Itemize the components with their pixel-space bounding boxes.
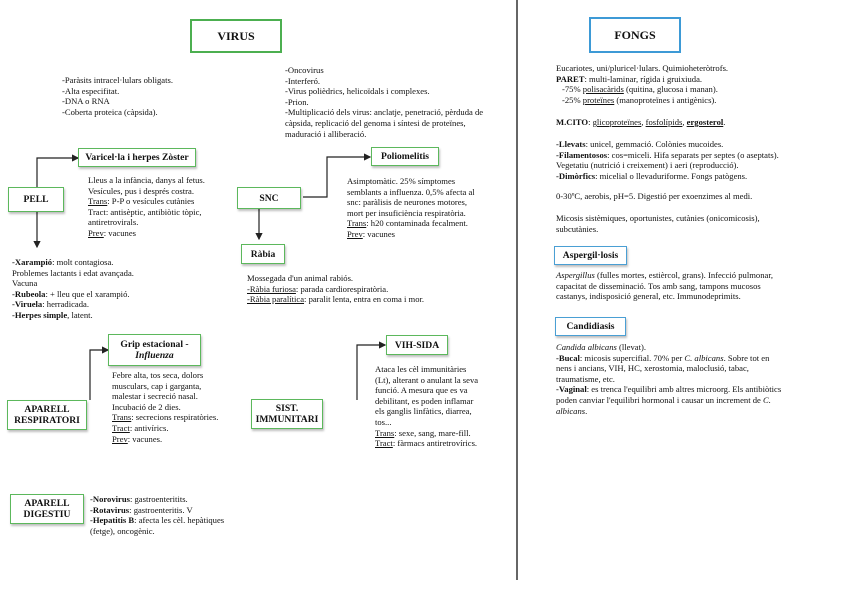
virus-properties: -Oncovirus -Interferó. -Virus polièdrics, helicoïdals i complexes. -Prion. -Multiplicació dels virus: anclatje, penetració, pèrduda de càpsida, replicació del genoma i síntesi de proteïnes, maduració i alliberació. (285, 65, 484, 139)
grip-box: Grip estacional - Influenza (108, 334, 201, 366)
rabia-text: Mossegada d'un animal rabiós. -Ràbia furiosa: parada cardiorespiratòria. -Ràbia paralítica: paralit lenta, entra en coma i mor. (247, 273, 425, 305)
respiratori-box: APARELL RESPIRATORI (7, 400, 87, 430)
virus-intro: -Paràsits intracel·lulars obligats. -Alta especifitat. -DNA o RNA -Coberta proteica (càpsida). (62, 75, 173, 117)
digestiu-box: APARELL DIGESTIU (10, 494, 84, 524)
immunitari-box: SIST. IMMUNITARI (251, 399, 323, 429)
fongs-general: Eucariotes, uni/pluricel·lulars. Quimioheteròtrofs. PARET: multi-laminar, rígida i gruixiuda. -75% polisacàrids (quitina, glucosa i manan). -25% proteïnes (manoproteïnes i antigènics). (556, 63, 729, 105)
digestiu-text: -Norovirus: gastroenteritits. -Rotavirus: gastroenteritis. V -Hepatitis B: afecta les cèl. hepàtiques (fetge), oncogènic. (90, 494, 225, 536)
fongs-temp: 0-30ºC, aerobis, pH=5. Digestió per exoenzimes al medi. (556, 191, 753, 201)
polio-text: Asimptomàtic. 25% símptomes semblants a influenza. 0,5% afecta al snc: paràlisis de neurones motores, mort per insuficiència respiratòria. Trans: h20 contaminada fecalment. Prev: vacunes (347, 176, 475, 239)
grip-text: Febre alta, tos seca, dolors musculars, cap i garganta, malestar i secreció nasal. Incubació de 2 dies. Trans: secrecions respiratòries. Tract: antivírics. Prev: vacunes. (112, 370, 219, 444)
fongs-micosis: Micosis sistèmiques, oportunistes, cutànies (onicomicosis), subcutànies. (556, 213, 760, 234)
aspergillosis-text: Aspergillus (fulles mortes, estièrcol, grans). Infecció pulmonar, capacitat de disseminació. Tos amb sang, tampons mucosos castanys, indisposició general, etc. Immunodeprimits. (556, 270, 773, 302)
vih-text: Ataca les cèl immunitàries (Lt), alterant o anulant la seva funció. A mesura que es va debilitant, es poden inflamar els ganglis linfàtics, diarrea, tos... Trans: sexe, sang, mare-fill. Tract: fàrmacs antiretrovírics. (375, 364, 479, 449)
pell-box: PELL (8, 187, 64, 212)
virus-title-box (190, 19, 282, 53)
virus-title: VIRUS (217, 28, 255, 43)
candidiasis-text: Candida albicans (llevat). -Bucal: micosis supercifial. 70% per C. albicans. Sobre tot en nens i ancians, VIH, HC, xerostomia, maloclusió, tabac, traumatisme, etc. -Vaginal: es trenca l'equilibri amb altres microorg. Els antibiòtics poden canviar l'equilibri hormonal i causar un increment de C. albicans. (556, 342, 782, 416)
fongs-title-box (589, 17, 681, 53)
candidiasis-box: Candidiasis (555, 317, 626, 336)
fongs-mcito: M.CITO: glicoproteïnes, fosfolípids, ergosterol. (556, 117, 726, 127)
pell-others-text: -Xarampió: molt contagiosa. Problemes lactants i edat avançada. Vacuna -Rubeola: + lleu que el xarampió. -Viruela: herradicada. -Herpes simple, latent. (12, 257, 134, 320)
arrow-pell-varicela (37, 158, 78, 187)
vih-box: VIH-SIDA (386, 335, 448, 355)
fongs-title: FONGS (614, 27, 656, 42)
varicela-box: Varicel·la i herpes Zòster (78, 148, 196, 167)
fongs-types: -Llevats: unicel, gemmació. Colònies mucoides. -Filamentosos: cos=miceli. Hifa separats per septes (o aseptats). Vegetatiu (nutrició i creixement) i aeri (reproducció). -Dimòrfics: micelial o llevaduriforme. Fongs patògens. (556, 139, 779, 181)
rabia-box: Ràbia (241, 244, 285, 264)
varicela-text: Lleus a la infància, danys al fetus. Vesícules, pus i després costra. Trans: P-P o vesícules cutànies Tract: antisèptic, antibiòtic tòpic, antiretrovirals. Prev: vacunes (88, 175, 205, 238)
polio-box: Poliomelitis (371, 147, 439, 166)
arrow-resp-grip (90, 350, 108, 400)
snc-box: SNC (237, 187, 301, 209)
aspergillosis-box: Aspergil·losis (554, 246, 627, 265)
